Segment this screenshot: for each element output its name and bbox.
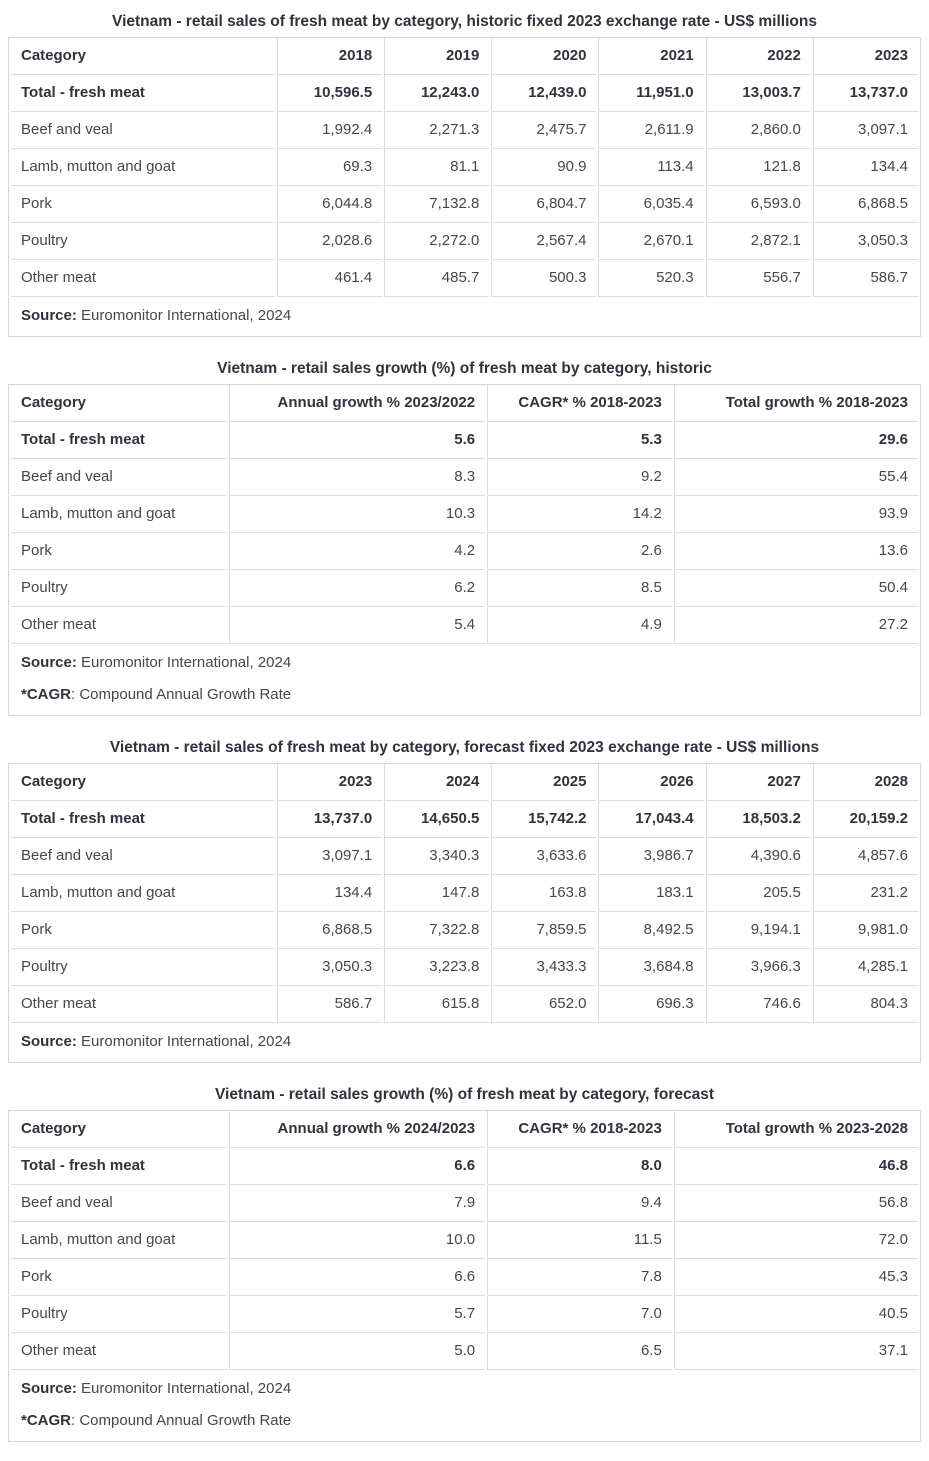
table-row bbox=[11, 912, 918, 949]
value-cell: 6,044.8 bbox=[277, 186, 382, 223]
table-row bbox=[11, 1259, 918, 1296]
value-cell: 7,322.8 bbox=[384, 912, 489, 949]
footnote-row bbox=[11, 644, 918, 715]
column-header: 2019 bbox=[384, 38, 489, 75]
value-cell: 6,804.7 bbox=[491, 186, 596, 223]
source-note bbox=[21, 1379, 908, 1399]
value-cell: 45.3 bbox=[674, 1259, 918, 1296]
table-row bbox=[11, 533, 918, 570]
value-cell: 4,390.6 bbox=[706, 838, 811, 875]
column-header: Annual growth % 2024/2023 bbox=[229, 1111, 485, 1148]
footnote-label: Source: bbox=[21, 654, 77, 671]
page bbox=[0, 12, 929, 1452]
category-cell: Total - fresh meat bbox=[11, 801, 275, 838]
value-cell: 183.1 bbox=[598, 875, 703, 912]
category-cell: Other meat bbox=[11, 260, 275, 297]
table-title: Vietnam - retail sales growth (%) of fresh meat by category, forecast bbox=[214, 1086, 715, 1103]
table-row bbox=[11, 223, 918, 260]
value-cell: 134.4 bbox=[813, 149, 918, 186]
value-cell: 586.7 bbox=[813, 260, 918, 297]
value-cell: 2,272.0 bbox=[384, 223, 489, 260]
category-cell: Total - fresh meat bbox=[11, 422, 227, 459]
value-cell: 147.8 bbox=[384, 875, 489, 912]
source-note bbox=[21, 306, 908, 326]
value-cell: 3,050.3 bbox=[277, 949, 382, 986]
category-cell: Other meat bbox=[11, 986, 275, 1023]
value-cell: 520.3 bbox=[598, 260, 703, 297]
value-cell: 3,433.3 bbox=[491, 949, 596, 986]
table-row bbox=[11, 149, 918, 186]
value-cell: 13,003.7 bbox=[706, 75, 811, 112]
category-cell: Total - fresh meat bbox=[11, 1148, 227, 1185]
value-cell: 12,439.0 bbox=[491, 75, 596, 112]
value-cell: 5.6 bbox=[229, 422, 485, 459]
value-cell: 6.6 bbox=[229, 1259, 485, 1296]
value-cell: 2,271.3 bbox=[384, 112, 489, 149]
value-cell: 7.8 bbox=[487, 1259, 672, 1296]
table-row bbox=[11, 838, 918, 875]
value-cell: 6.2 bbox=[229, 570, 485, 607]
column-header: Annual growth % 2023/2022 bbox=[229, 385, 485, 422]
header-row bbox=[11, 764, 918, 801]
table-row bbox=[11, 607, 918, 644]
value-cell: 5.4 bbox=[229, 607, 485, 644]
table-row bbox=[11, 986, 918, 1023]
value-cell: 134.4 bbox=[277, 875, 382, 912]
value-cell: 10.0 bbox=[229, 1222, 485, 1259]
table-row bbox=[11, 949, 918, 986]
value-cell: 2.6 bbox=[487, 533, 672, 570]
category-cell: Pork bbox=[11, 186, 275, 223]
value-cell: 4,285.1 bbox=[813, 949, 918, 986]
footnote-row bbox=[11, 297, 918, 336]
category-cell: Pork bbox=[11, 533, 227, 570]
category-cell: Beef and veal bbox=[11, 112, 275, 149]
category-cell: Lamb, mutton and goat bbox=[11, 149, 275, 186]
footnote-text: Euromonitor International, 2024 bbox=[76, 1033, 292, 1050]
category-cell: Poultry bbox=[11, 223, 275, 260]
category-cell: Poultry bbox=[11, 1296, 227, 1333]
value-cell: 8.0 bbox=[487, 1148, 672, 1185]
value-cell: 615.8 bbox=[384, 986, 489, 1023]
table-row bbox=[11, 75, 918, 112]
table-row bbox=[11, 801, 918, 838]
table-row bbox=[11, 112, 918, 149]
table-row bbox=[11, 1148, 918, 1185]
footnote-label: Source: bbox=[21, 1033, 77, 1050]
footnote-label: Source: bbox=[21, 307, 77, 324]
column-header: 2026 bbox=[598, 764, 703, 801]
category-cell: Other meat bbox=[11, 607, 227, 644]
footnote-label: Source: bbox=[21, 1380, 77, 1397]
value-cell: 696.3 bbox=[598, 986, 703, 1023]
value-cell: 652.0 bbox=[491, 986, 596, 1023]
footnote-row bbox=[11, 1370, 918, 1441]
data-table bbox=[8, 37, 921, 337]
value-cell: 7.9 bbox=[229, 1185, 485, 1222]
column-header: Category bbox=[11, 38, 275, 75]
value-cell: 485.7 bbox=[384, 260, 489, 297]
value-cell: 3,633.6 bbox=[491, 838, 596, 875]
value-cell: 3,097.1 bbox=[813, 112, 918, 149]
footnote-cell bbox=[11, 1370, 918, 1441]
table-row bbox=[11, 459, 918, 496]
table-row bbox=[11, 1333, 918, 1370]
value-cell: 17,043.4 bbox=[598, 801, 703, 838]
value-cell: 500.3 bbox=[491, 260, 596, 297]
column-header: 2028 bbox=[813, 764, 918, 801]
value-cell: 2,872.1 bbox=[706, 223, 811, 260]
table-row bbox=[11, 186, 918, 223]
table-title: Vietnam - retail sales of fresh meat by category, forecast fixed 2023 exchange rate - US$ millions bbox=[109, 739, 820, 756]
value-cell: 804.3 bbox=[813, 986, 918, 1023]
column-header: 2020 bbox=[491, 38, 596, 75]
value-cell: 3,684.8 bbox=[598, 949, 703, 986]
footnote-cell bbox=[11, 644, 918, 715]
category-cell: Pork bbox=[11, 912, 275, 949]
value-cell: 556.7 bbox=[706, 260, 811, 297]
value-cell: 3,966.3 bbox=[706, 949, 811, 986]
footnote-row bbox=[11, 1023, 918, 1062]
category-cell: Lamb, mutton and goat bbox=[11, 496, 227, 533]
table-section-historic-growth bbox=[8, 359, 921, 716]
table-row bbox=[11, 1222, 918, 1259]
cagr-note bbox=[21, 685, 908, 705]
value-cell: 2,567.4 bbox=[491, 223, 596, 260]
footnote-text: Euromonitor International, 2024 bbox=[76, 654, 292, 671]
value-cell: 3,340.3 bbox=[384, 838, 489, 875]
value-cell: 3,097.1 bbox=[277, 838, 382, 875]
value-cell: 6.6 bbox=[229, 1148, 485, 1185]
footnote-text: : Compound Annual Growth Rate bbox=[71, 686, 292, 703]
table-title: Vietnam - retail sales growth (%) of fresh meat by category, historic bbox=[217, 360, 712, 377]
column-header: Category bbox=[11, 1111, 227, 1148]
category-cell: Beef and veal bbox=[11, 1185, 227, 1222]
value-cell: 15,742.2 bbox=[491, 801, 596, 838]
value-cell: 6.5 bbox=[487, 1333, 672, 1370]
value-cell: 81.1 bbox=[384, 149, 489, 186]
value-cell: 13.6 bbox=[674, 533, 918, 570]
value-cell: 14.2 bbox=[487, 496, 672, 533]
value-cell: 2,475.7 bbox=[491, 112, 596, 149]
source-note bbox=[21, 1032, 908, 1052]
value-cell: 20,159.2 bbox=[813, 801, 918, 838]
column-header: Total growth % 2023-2028 bbox=[674, 1111, 918, 1148]
value-cell: 40.5 bbox=[674, 1296, 918, 1333]
table-section-forecast-growth bbox=[8, 1085, 921, 1442]
data-table bbox=[8, 763, 921, 1063]
value-cell: 4.2 bbox=[229, 533, 485, 570]
footnote-text: Euromonitor International, 2024 bbox=[76, 307, 292, 324]
column-header: 2023 bbox=[813, 38, 918, 75]
value-cell: 50.4 bbox=[674, 570, 918, 607]
category-cell: Pork bbox=[11, 1259, 227, 1296]
column-header: 2021 bbox=[598, 38, 703, 75]
value-cell: 27.2 bbox=[674, 607, 918, 644]
value-cell: 11.5 bbox=[487, 1222, 672, 1259]
footnote-text: Euromonitor International, 2024 bbox=[76, 1380, 292, 1397]
value-cell: 7,859.5 bbox=[491, 912, 596, 949]
value-cell: 2,028.6 bbox=[277, 223, 382, 260]
value-cell: 9.2 bbox=[487, 459, 672, 496]
value-cell: 5.0 bbox=[229, 1333, 485, 1370]
value-cell: 2,611.9 bbox=[598, 112, 703, 149]
value-cell: 461.4 bbox=[277, 260, 382, 297]
value-cell: 72.0 bbox=[674, 1222, 918, 1259]
category-cell: Poultry bbox=[11, 949, 275, 986]
header-row bbox=[11, 385, 918, 422]
value-cell: 231.2 bbox=[813, 875, 918, 912]
category-cell: Poultry bbox=[11, 570, 227, 607]
header-row bbox=[11, 1111, 918, 1148]
value-cell: 3,223.8 bbox=[384, 949, 489, 986]
value-cell: 205.5 bbox=[706, 875, 811, 912]
value-cell: 4,857.6 bbox=[813, 838, 918, 875]
value-cell: 10.3 bbox=[229, 496, 485, 533]
table-row bbox=[11, 260, 918, 297]
value-cell: 4.9 bbox=[487, 607, 672, 644]
value-cell: 5.3 bbox=[487, 422, 672, 459]
value-cell: 6,868.5 bbox=[277, 912, 382, 949]
value-cell: 10,596.5 bbox=[277, 75, 382, 112]
table-section-forecast-values bbox=[8, 738, 921, 1063]
table-section-historic-values bbox=[8, 12, 921, 337]
value-cell: 13,737.0 bbox=[277, 801, 382, 838]
table-row bbox=[11, 875, 918, 912]
footnote-label: *CAGR bbox=[21, 1412, 72, 1429]
value-cell: 163.8 bbox=[491, 875, 596, 912]
value-cell: 9,194.1 bbox=[706, 912, 811, 949]
value-cell: 55.4 bbox=[674, 459, 918, 496]
table-row bbox=[11, 496, 918, 533]
value-cell: 93.9 bbox=[674, 496, 918, 533]
value-cell: 46.8 bbox=[674, 1148, 918, 1185]
value-cell: 12,243.0 bbox=[384, 75, 489, 112]
value-cell: 7,132.8 bbox=[384, 186, 489, 223]
value-cell: 8.3 bbox=[229, 459, 485, 496]
value-cell: 29.6 bbox=[674, 422, 918, 459]
value-cell: 113.4 bbox=[598, 149, 703, 186]
value-cell: 586.7 bbox=[277, 986, 382, 1023]
value-cell: 1,992.4 bbox=[277, 112, 382, 149]
value-cell: 6,868.5 bbox=[813, 186, 918, 223]
column-header: 2018 bbox=[277, 38, 382, 75]
value-cell: 69.3 bbox=[277, 149, 382, 186]
value-cell: 8.5 bbox=[487, 570, 672, 607]
footnote-cell bbox=[11, 1023, 918, 1062]
footnote-cell bbox=[11, 297, 918, 336]
value-cell: 9.4 bbox=[487, 1185, 672, 1222]
value-cell: 18,503.2 bbox=[706, 801, 811, 838]
value-cell: 7.0 bbox=[487, 1296, 672, 1333]
table-title: Vietnam - retail sales of fresh meat by category, historic fixed 2023 exchange rate - US$ millions bbox=[112, 13, 817, 30]
category-cell: Other meat bbox=[11, 1333, 227, 1370]
value-cell: 9,981.0 bbox=[813, 912, 918, 949]
column-header: 2024 bbox=[384, 764, 489, 801]
table-row bbox=[11, 570, 918, 607]
value-cell: 11,951.0 bbox=[598, 75, 703, 112]
column-header: Total growth % 2018-2023 bbox=[674, 385, 918, 422]
category-cell: Total - fresh meat bbox=[11, 75, 275, 112]
value-cell: 3,986.7 bbox=[598, 838, 703, 875]
value-cell: 37.1 bbox=[674, 1333, 918, 1370]
value-cell: 3,050.3 bbox=[813, 223, 918, 260]
data-table bbox=[8, 384, 921, 716]
column-header: 2027 bbox=[706, 764, 811, 801]
footnote-text: : Compound Annual Growth Rate bbox=[71, 1412, 292, 1429]
data-table bbox=[8, 1110, 921, 1442]
category-cell: Beef and veal bbox=[11, 838, 275, 875]
value-cell: 6,593.0 bbox=[706, 186, 811, 223]
header-row bbox=[11, 38, 918, 75]
cagr-note bbox=[21, 1411, 908, 1431]
column-header: Category bbox=[11, 764, 275, 801]
value-cell: 2,670.1 bbox=[598, 223, 703, 260]
value-cell: 121.8 bbox=[706, 149, 811, 186]
value-cell: 14,650.5 bbox=[384, 801, 489, 838]
column-header: CAGR* % 2018-2023 bbox=[487, 385, 672, 422]
column-header: 2022 bbox=[706, 38, 811, 75]
value-cell: 90.9 bbox=[491, 149, 596, 186]
category-cell: Lamb, mutton and goat bbox=[11, 1222, 227, 1259]
category-cell: Beef and veal bbox=[11, 459, 227, 496]
value-cell: 2,860.0 bbox=[706, 112, 811, 149]
value-cell: 56.8 bbox=[674, 1185, 918, 1222]
column-header: 2023 bbox=[277, 764, 382, 801]
value-cell: 746.6 bbox=[706, 986, 811, 1023]
column-header: 2025 bbox=[491, 764, 596, 801]
table-row bbox=[11, 422, 918, 459]
column-header: CAGR* % 2018-2023 bbox=[487, 1111, 672, 1148]
category-cell: Lamb, mutton and goat bbox=[11, 875, 275, 912]
value-cell: 6,035.4 bbox=[598, 186, 703, 223]
column-header: Category bbox=[11, 385, 227, 422]
value-cell: 8,492.5 bbox=[598, 912, 703, 949]
value-cell: 13,737.0 bbox=[813, 75, 918, 112]
table-row bbox=[11, 1296, 918, 1333]
value-cell: 5.7 bbox=[229, 1296, 485, 1333]
footnote-label: *CAGR bbox=[21, 686, 72, 703]
table-row bbox=[11, 1185, 918, 1222]
source-note bbox=[21, 653, 908, 673]
